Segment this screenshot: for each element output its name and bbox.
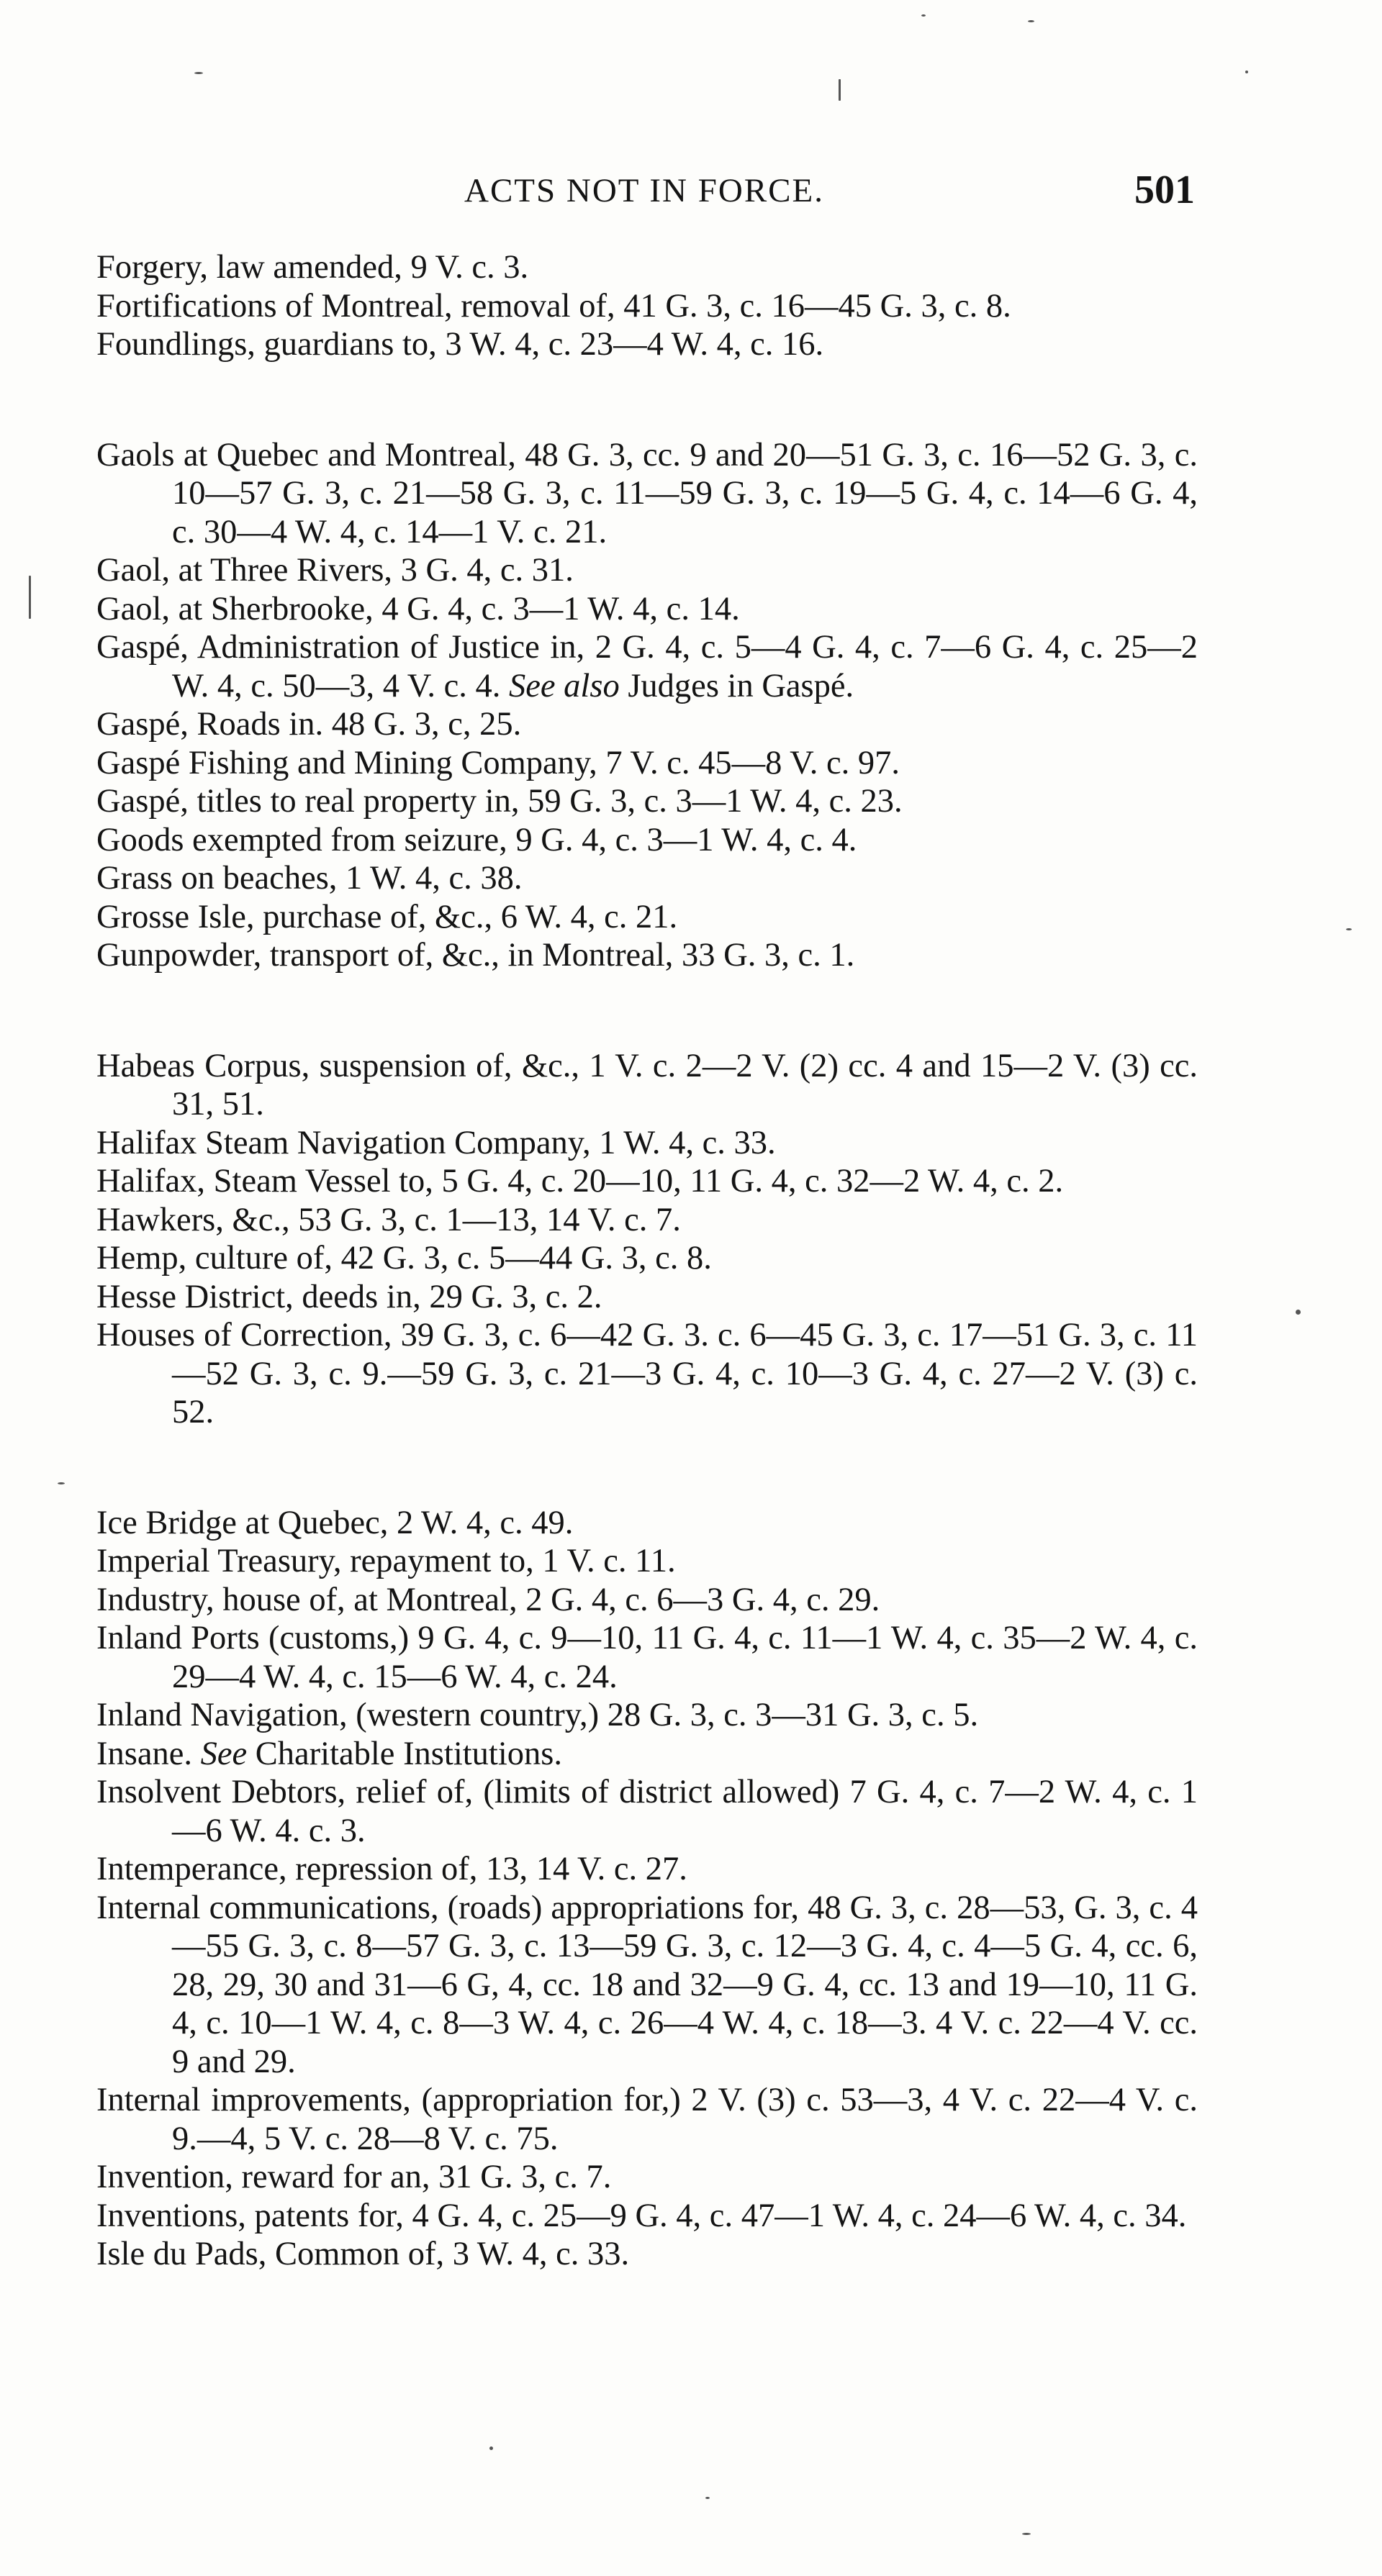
entry-text: Insolvent Debtors, relief of, (limits of district allowed) 7 G. 4, c. 7—2 W. 4, c. 1—6 W. 4. c. 3. <box>96 1774 1198 1849</box>
cross-reference-target: Judges in Gaspé. <box>628 667 854 704</box>
scan-speck <box>921 14 926 17</box>
entry-text: Fortifications of Montreal, removal of, 41 G. 3, c. 16—45 G. 3, c. 8. <box>96 287 1011 325</box>
entry-text: Gaspé Fishing and Mining Company, 7 V. c. 45—8 V. c. 97. <box>96 744 900 781</box>
index-entry <box>96 1239 1198 1278</box>
index-entry <box>96 248 1198 287</box>
index-entry <box>96 628 1198 705</box>
entry-text: Gunpowder, transport of, &c., in Montreal, 33 G. 3, c. 1. <box>96 937 855 974</box>
index-section-g <box>96 436 1198 975</box>
scan-speck <box>1028 20 1034 22</box>
index-entry <box>96 325 1198 364</box>
index-entry <box>96 821 1198 860</box>
scan-speck <box>194 72 203 74</box>
index-entry <box>96 2158 1198 2197</box>
index-entry <box>96 898 1198 937</box>
entry-text: Insane. <box>96 1735 192 1772</box>
entry-text: Internal improvements, (appropriation for,) 2 V. (3) c. 53—3, 4 V. c. 22—4 V. c. 9.—4, 5 V. c. 28—8 V. c. 75. <box>96 2082 1198 2157</box>
cross-reference-label: See also <box>509 667 620 704</box>
index-body <box>96 248 1198 2274</box>
index-entry <box>96 2197 1198 2236</box>
index-entry <box>96 744 1198 783</box>
entry-text: Halifax, Steam Vessel to, 5 G. 4, c. 20—10, 11 G. 4, c. 32—2 W. 4, c. 2. <box>96 1163 1064 1199</box>
scan-speck <box>705 2497 710 2499</box>
index-entry <box>96 936 1198 975</box>
index-entry <box>96 551 1198 590</box>
entry-text: Imperial Treasury, repayment to, 1 V. c. 11. <box>96 1543 676 1579</box>
index-entry <box>96 705 1198 744</box>
entry-text: Hawkers, &c., 53 G. 3, c. 1—13, 14 V. c. 7. <box>96 1201 681 1238</box>
entry-text: Gaol, at Sherbrooke, 4 G. 4, c. 3—1 W. 4, c. 14. <box>96 590 740 627</box>
entry-text: Gaols at Quebec and Montreal, 48 G. 3, cc. 9 and 20—51 G. 3, c. 16—52 G. 3, c. 10—57 G. 3, c. 21—58 G. 3, c. 11—59 G. 3, c. 19—5 G. 4, c. 14—6 G. 4, c. 30—4 W. 4, c. 14—1 V. c. 21. <box>96 436 1198 550</box>
entry-text: Invention, reward for an, 31 G. 3, c. 7. <box>96 2159 612 2195</box>
cross-reference-label: See <box>200 1735 248 1772</box>
entry-text: Goods exempted from seizure, 9 G. 4, c. 3—1 W. 4, c. 4. <box>96 821 857 858</box>
entry-text: Inventions, patents for, 4 G. 4, c. 25—9 G. 4, c. 47—1 W. 4, c. 24—6 W. 4, c. 34. <box>96 2197 1187 2234</box>
entry-text: Gaspé, Roads in. 48 G. 3, c, 25. <box>96 706 522 743</box>
running-title: ACTS NOT IN FORCE. <box>464 172 824 209</box>
scan-speck <box>489 2446 493 2450</box>
entry-text: Grosse Isle, purchase of, &c., 6 W. 4, c. 21. <box>96 898 678 935</box>
entry-text: Gaol, at Three Rivers, 3 G. 4, c. 31. <box>96 552 574 589</box>
index-entry <box>96 1850 1198 1889</box>
scan-speck <box>1296 1310 1301 1315</box>
index-entry <box>96 2235 1198 2274</box>
entry-text: Industry, house of, at Montreal, 2 G. 4, c. 6—3 G. 4, c. 29. <box>96 1581 880 1618</box>
entry-text: Habeas Corpus, suspension of, &c., 1 V. c. 2—2 V. (2) cc. 4 and 15—2 V. (3) cc. 31, 51. <box>96 1047 1198 1123</box>
index-entry <box>96 287 1198 326</box>
index-entry <box>96 1696 1198 1735</box>
index-section-h <box>96 1047 1198 1432</box>
entry-text: Intemperance, repression of, 13, 14 V. c. 27. <box>96 1851 687 1887</box>
entry-text: Grass on beaches, 1 W. 4, c. 38. <box>96 860 523 897</box>
entry-text: Internal communications, (roads) appropriations for, 48 G. 3, c. 28—53, G. 3, c. 4—55 G. 3, c. 8—57 G. 3, c. 13—59 G. 3, c. 12—3 G. 4, c. 4—5 G. 4, cc. 6, 28, 29, 30 and 31—6 G, 4, cc. 18 and 32—9 G. 4, cc. 13 and 19—10, 11 G. 4, c. 10—1 W. 4, c. 8—3 W. 4, c. 26—4 W. 4, c. 18—3. 4 V. c. 22—4 V. cc. 9 and 29. <box>96 1889 1198 2080</box>
index-section-i <box>96 1504 1198 2274</box>
scan-speck <box>1346 928 1352 930</box>
entry-text: Houses of Correction, 39 G. 3, c. 6—42 G. 3. c. 6—45 G. 3, c. 17—51 G. 3, c. 11—52 G. 3, c. 9.—59 G. 3, c. 21—3 G. 4, c. 10—3 G. 4, c. 27—2 V. (3) c. 52. <box>96 1317 1198 1430</box>
index-entry <box>96 1619 1198 1696</box>
index-entry <box>96 1581 1198 1620</box>
entry-text: Halifax Steam Navigation Company, 1 W. 4, c. 33. <box>96 1124 776 1161</box>
index-entry <box>96 1278 1198 1317</box>
entry-text: Isle du Pads, Common of, 3 W. 4, c. 33. <box>96 2236 630 2272</box>
entry-text: Gaspé, Administration of Justice in, 2 G. 4, c. 5—4 G. 4, c. 7—6 G. 4, c. 25—2 W. 4, c. 50—3, 4 V. c. 4. <box>96 629 1198 704</box>
index-entry <box>96 1124 1198 1163</box>
index-entry <box>96 1316 1198 1432</box>
scan-speck <box>1245 71 1248 73</box>
index-section-f <box>96 248 1198 364</box>
entry-text: Forgery, law amended, 9 V. c. 3. <box>96 249 529 286</box>
entry-text: Inland Navigation, (western country,) 28 G. 3, c. 3—31 G. 3, c. 5. <box>96 1697 979 1733</box>
entry-text: Hesse District, deeds in, 29 G. 3, c. 2. <box>96 1278 602 1315</box>
index-entry <box>96 1162 1198 1201</box>
index-entry <box>96 1773 1198 1850</box>
index-entry <box>96 1504 1198 1543</box>
index-entry <box>96 436 1198 552</box>
entry-text: Inland Ports (customs,) 9 G. 4, c. 9—10, 11 G. 4, c. 11—1 W. 4, c. 35—2 W. 4, c. 29—4 W. 4, c. 15—6 W. 4, c. 24. <box>96 1620 1198 1695</box>
index-entry <box>96 590 1198 629</box>
cross-reference-target: Charitable Institutions. <box>255 1735 562 1772</box>
scan-speck <box>1022 2533 1031 2535</box>
scan-speck <box>29 576 31 619</box>
index-entry <box>96 1047 1198 1124</box>
index-entry <box>96 1542 1198 1581</box>
page-header <box>94 167 1195 225</box>
scan-speck <box>839 79 841 101</box>
entry-text: Foundlings, guardians to, 3 W. 4, c. 23—4 W. 4, c. 16. <box>96 326 824 363</box>
index-entry <box>96 2081 1198 2158</box>
index-entry <box>96 859 1198 898</box>
index-entry <box>96 1201 1198 1240</box>
page-number: 501 <box>1134 168 1195 212</box>
index-entry <box>96 1889 1198 2082</box>
entry-text: Gaspé, titles to real property in, 59 G. 3, c. 3—1 W. 4, c. 23. <box>96 783 903 820</box>
scan-speck <box>58 1482 65 1484</box>
entry-text: Hemp, culture of, 42 G. 3, c. 5—44 G. 3, c. 8. <box>96 1240 712 1276</box>
index-entry <box>96 782 1198 821</box>
index-entry <box>96 1735 1198 1774</box>
entry-text: Ice Bridge at Quebec, 2 W. 4, c. 49. <box>96 1504 574 1541</box>
